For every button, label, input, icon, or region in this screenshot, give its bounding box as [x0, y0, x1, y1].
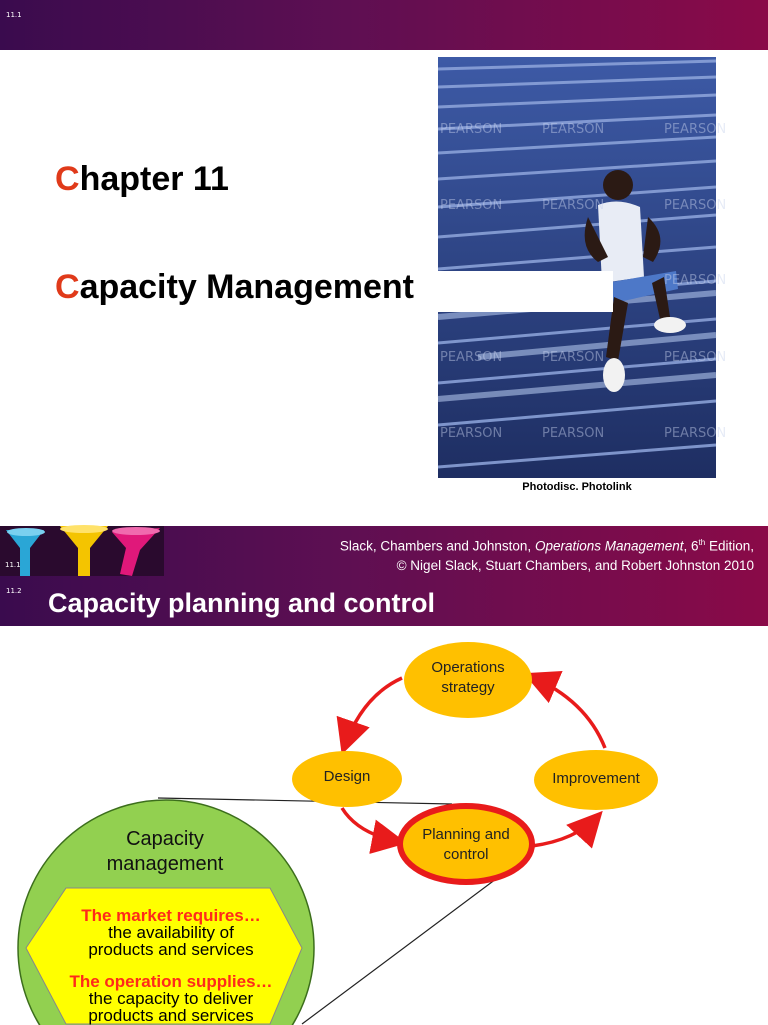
market-line-2: products and services: [88, 940, 254, 959]
capacity-label-line-2: management: [106, 853, 224, 875]
node-strategy-label: [404, 658, 532, 698]
arrow-design-to-planning: [342, 808, 400, 842]
copyright-credit: [340, 533, 754, 575]
zoom-line-top: [158, 798, 452, 804]
photo-watermark: PEARSON: [542, 198, 605, 213]
credit-book-title: Operations Management: [534, 538, 684, 554]
node-planning-label: [400, 825, 532, 865]
photo-watermark: PEARSON: [440, 350, 503, 365]
capacity-management-label: [60, 827, 270, 877]
operation-line-2: products and services: [88, 1006, 254, 1025]
photo-watermark: PEARSON: [542, 426, 605, 441]
strategy-label-line-2: strategy: [441, 679, 495, 696]
arrow-strategy-to-design: [344, 678, 402, 748]
credit-line-1: [340, 533, 754, 556]
photo-watermark: PEARSON: [664, 273, 727, 288]
photo-watermark: PEARSON: [664, 122, 727, 137]
footer-slide-number: 11.1: [5, 561, 21, 569]
title-backing: [430, 271, 613, 312]
photo-watermark: PEARSON: [542, 350, 605, 365]
photo-caption: Photodisc. Photolink: [522, 481, 632, 493]
arrow-planning-to-improvement: [532, 816, 598, 846]
header-bar: [0, 0, 768, 50]
subject-text: apacity Management: [79, 268, 415, 306]
strategy-label-line-1: Operations: [431, 659, 505, 676]
chapter-initial: C: [55, 160, 80, 198]
planning-label-line-2: control: [443, 846, 489, 863]
zoom-line-bottom: [302, 876, 500, 1024]
operation-heading: The operation supplies…: [69, 972, 273, 991]
credit-line-2: © Nigel Slack, Stuart Chambers, and Robert Johnston 2010: [396, 557, 754, 573]
credit-edition-number: , 6: [683, 538, 699, 554]
planning-label-line-1: Planning and: [422, 826, 510, 843]
arrow-improvement-to-strategy: [530, 676, 605, 748]
operation-supplies-block: [40, 973, 302, 1024]
chapter-title: [55, 160, 229, 199]
market-heading: The market requires…: [81, 906, 261, 925]
photo-watermark: PEARSON: [440, 198, 503, 213]
photo-watermark: PEARSON: [440, 122, 503, 137]
credit-authors: Slack, Chambers and Johnston,: [339, 538, 535, 554]
slide-number: 11.1: [6, 11, 22, 19]
photo-watermark: PEARSON: [664, 350, 727, 365]
slide-title: Capacity planning and control: [48, 588, 436, 618]
photo-watermark: PEARSON: [440, 426, 503, 441]
slide-11-2: [0, 576, 768, 1024]
chapter-text: hapter 11: [79, 160, 229, 198]
photo-watermark: PEARSON: [664, 426, 727, 441]
capacity-label-line-1: Capacity: [126, 828, 204, 850]
market-line-1: the availability of: [108, 923, 234, 942]
node-design-label: Design: [323, 768, 371, 785]
athlete-photo: [438, 57, 727, 478]
subject-title: [55, 268, 414, 307]
funnels-logo: [0, 526, 164, 576]
photo-watermark: PEARSON: [542, 122, 605, 137]
slide-number: 11.2: [6, 587, 22, 595]
operation-line-1: the capacity to deliver: [88, 989, 254, 1008]
node-improvement-label: Improvement: [552, 770, 640, 787]
market-requires-block: [40, 907, 302, 958]
subject-initial: C: [55, 268, 80, 306]
credit-edition-label: Edition,: [705, 538, 754, 554]
photo-watermark: PEARSON: [664, 198, 727, 213]
credit-edition-suffix: th: [698, 538, 706, 547]
